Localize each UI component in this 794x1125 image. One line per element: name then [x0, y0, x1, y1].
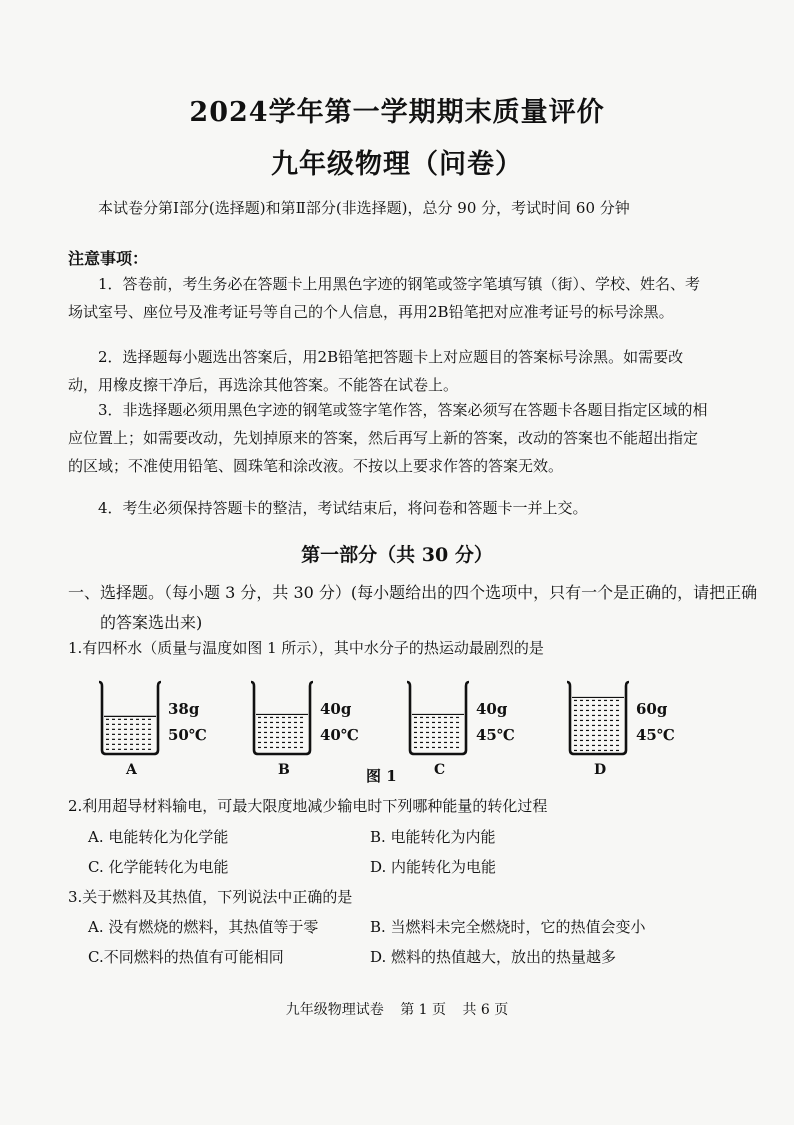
beaker-c-temp: 45℃	[476, 726, 515, 744]
beaker-a-temp: 50℃	[168, 726, 207, 744]
beaker-c-mass: 40g	[476, 700, 508, 718]
footer-total: 共 6 页	[462, 1002, 509, 1018]
beaker-glass	[99, 682, 161, 754]
notice-item-3: 3．非选择题必须用黑色字迹的钢笔或签字笔作答，答案必须写在答题卡各题目指定区域的相应位置上；如需要改动，先划掉原来的答案，然后再写上新的答案，改动的答案也不能超出指定的区域；不准使用铅笔、圆珠笔和涂改液。不按以上要求作答的答案无效。	[68, 401, 708, 475]
exam-intro: 本试卷分第Ⅰ部分(选择题)和第Ⅱ部分(非选择题)，总分 90 分，考试时间 60 分钟	[98, 199, 630, 217]
beaker-b-temp: 40℃	[320, 726, 359, 744]
beaker-d-label: D	[594, 762, 607, 778]
exam-title: 2024学年第一学期期末质量评价	[189, 97, 605, 128]
choice-heading: 一、选择题。（每小题 3 分，共 30 分）(每小题给出的四个选项中，只有一个是正确的，请把正确的答案选出来)	[68, 583, 758, 632]
beaker-c	[404, 674, 544, 784]
beaker-d-mass: 60g	[636, 700, 668, 718]
beaker-water	[412, 714, 464, 747]
figure-caption: 图 1	[366, 767, 397, 785]
beaker-c-label: C	[434, 762, 446, 778]
footer-page: 第 1 页	[400, 1002, 446, 1018]
question-2-option-c: C. 化学能转化为电能	[88, 858, 229, 876]
notice-item-2: 2．选择题每小题选出答案后，用2B铅笔把答题卡上对应题目的答案标号涂黑。如需要改动，用橡皮擦干净后，再选涂其他答案。不能答在试卷上。	[68, 348, 684, 394]
beaker-b-drawing	[248, 674, 320, 760]
beaker-water	[256, 714, 308, 747]
question-1-stem: 1.有四杯水（质量与温度如图 1 所示），其中水分子的热运动最剧烈的是	[68, 639, 544, 657]
beaker-a-drawing	[96, 674, 168, 760]
beaker-a-mass: 38g	[168, 700, 200, 718]
page-footer	[0, 999, 794, 1019]
beaker-glass	[567, 682, 629, 754]
notice-item-1: 1．答卷前，考生务必在答题卡上用黑色字迹的钢笔或签字笔填写镇（街）、学校、姓名、考场试室号、座位号及准考证号等自己的个人信息，再用2B铅笔把对应准考证号的标号涂黑。	[68, 275, 701, 321]
beaker-a	[96, 674, 236, 784]
beaker-b-label: B	[278, 762, 290, 778]
question-3-option-d: D. 燃料的热值越大，放出的热量越多	[370, 948, 617, 966]
notice-title: 注意事项：	[68, 249, 149, 268]
question-3-option-c: C.不同燃料的热值有可能相同	[88, 948, 284, 966]
beaker-water	[572, 697, 624, 750]
section-title: 第一部分（共 30 分）	[301, 544, 493, 566]
beaker-water	[104, 716, 156, 749]
notice-item-4: 4．考生必须保持答题卡的整洁，考试结束后，将问卷和答题卡一并上交。	[98, 499, 588, 517]
beaker-a-label: A	[126, 762, 137, 778]
beaker-d-drawing	[564, 674, 636, 760]
question-3-stem: 3.关于燃料及其热值，下列说法中正确的是	[68, 888, 353, 906]
beaker-d-temp: 45℃	[636, 726, 675, 744]
question-2-option-d: D. 内能转化为电能	[370, 858, 497, 876]
question-3-option-a: A. 没有燃烧的燃料，其热值等于零	[88, 918, 319, 936]
question-2-stem: 2.利用超导材料输电，可最大限度地减少输电时下列哪种能量的转化过程	[68, 797, 548, 815]
beaker-c-drawing	[404, 674, 476, 760]
exam-subtitle: 九年级物理（问卷）	[271, 149, 523, 180]
question-2-option-a: A. 电能转化为化学能	[88, 828, 229, 846]
question-2-option-b: B. 电能转化为内能	[370, 828, 496, 846]
beaker-b-mass: 40g	[320, 700, 352, 718]
beaker-d	[564, 674, 704, 784]
footer-subject: 九年级物理试卷	[285, 1002, 384, 1018]
question-3-option-b: B. 当燃料未完全燃烧时，它的热值会变小	[370, 918, 646, 936]
